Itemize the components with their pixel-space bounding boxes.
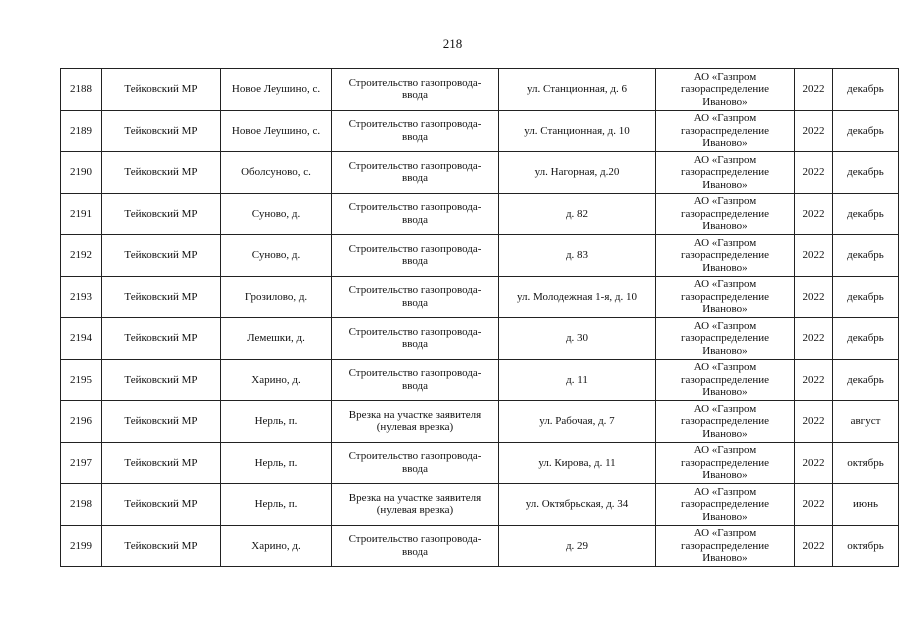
cell-organization-line: Иваново» [702, 261, 748, 274]
cell-locality: Харино, д. [221, 359, 332, 401]
cell-year: 2022 [795, 318, 833, 360]
table-row [61, 318, 899, 360]
cell-organization-line: АО «Газпром [693, 361, 757, 373]
cell-year: 2022 [795, 401, 833, 443]
table-row [61, 276, 899, 318]
cell-organization-line: АО «Газпром [693, 236, 757, 249]
cell-address: ул. Рабочая, д. 7 [499, 401, 656, 443]
cell-year: 2022 [795, 193, 833, 235]
cell-work-type-line: Врезка на участке заявителя [348, 408, 482, 421]
cell-work-type-line: ввода [402, 172, 428, 185]
cell-organization-line: Иваново» [702, 344, 748, 357]
cell-locality: Новое Леушино, с. [221, 69, 332, 111]
cell-organization [656, 525, 795, 567]
cell-address: д. 29 [499, 525, 656, 567]
cell-organization [656, 359, 795, 401]
table-body [61, 69, 899, 567]
cell-work-type [332, 318, 499, 360]
cell-work-type-line: ввода [402, 213, 428, 226]
cell-organization [656, 110, 795, 152]
cell-year: 2022 [795, 235, 833, 277]
cell-organization [656, 318, 795, 360]
cell-address: д. 82 [499, 193, 656, 235]
cell-row-number: 2199 [61, 525, 102, 567]
cell-work-type-line: ввода [402, 379, 428, 392]
cell-organization-line: газораспределение [680, 249, 770, 261]
cell-organization-line: АО «Газпром [693, 319, 757, 332]
cell-month: декабрь [833, 359, 899, 401]
cell-address: д. 83 [499, 235, 656, 277]
table-row [61, 69, 899, 111]
cell-organization [656, 235, 795, 277]
cell-locality: Харино, д. [221, 525, 332, 567]
table-row [61, 359, 899, 401]
cell-organization-line: газораспределение [680, 456, 770, 469]
cell-district: Тейковский МР [102, 525, 221, 567]
cell-district: Тейковский МР [102, 484, 221, 526]
cell-organization [656, 69, 795, 111]
cell-work-type-line: Строительство газопровода- [348, 450, 482, 463]
cell-work-type-line: (нулевая врезка) [376, 421, 454, 434]
cell-district: Тейковский МР [102, 152, 221, 194]
cell-work-type [332, 276, 499, 318]
cell-district: Тейковский МР [102, 359, 221, 401]
cell-district: Тейковский МР [102, 235, 221, 277]
cell-row-number: 2194 [61, 318, 102, 360]
cell-work-type-line: ввода [402, 296, 428, 309]
cell-month: август [833, 401, 899, 443]
cell-work-type [332, 359, 499, 401]
cell-organization-line: АО «Газпром [693, 444, 757, 456]
cell-district: Тейковский МР [102, 193, 221, 235]
cell-organization-line: АО «Газпром [693, 402, 757, 415]
cell-organization [656, 152, 795, 194]
cell-month: декабрь [833, 318, 899, 360]
cell-organization-line: газораспределение [680, 332, 770, 344]
cell-year: 2022 [795, 525, 833, 567]
cell-organization-line: газораспределение [680, 166, 770, 178]
cell-work-type-line: Строительство газопровода- [348, 118, 482, 131]
cell-organization-line: АО «Газпром [693, 195, 757, 207]
cell-address: ул. Станционная, д. 10 [499, 110, 656, 152]
cell-month: июнь [833, 484, 899, 526]
cell-organization-line: Иваново» [702, 469, 748, 481]
cell-work-type-line: ввода [402, 338, 428, 351]
cell-district: Тейковский МР [102, 318, 221, 360]
cell-organization-line: газораспределение [680, 539, 770, 552]
cell-year: 2022 [795, 110, 833, 152]
cell-work-type [332, 484, 499, 526]
cell-year: 2022 [795, 69, 833, 111]
table-row [61, 235, 899, 277]
table-row [61, 401, 899, 443]
cell-organization-line: Иваново» [702, 178, 748, 191]
cell-row-number: 2189 [61, 110, 102, 152]
cell-row-number: 2197 [61, 442, 102, 484]
cell-year: 2022 [795, 359, 833, 401]
cell-locality: Нерль, п. [221, 484, 332, 526]
cell-district: Тейковский МР [102, 442, 221, 484]
cell-locality: Лемешки, д. [221, 318, 332, 360]
cell-work-type [332, 235, 499, 277]
cell-month: декабрь [833, 152, 899, 194]
cell-row-number: 2193 [61, 276, 102, 318]
cell-row-number: 2188 [61, 69, 102, 111]
cell-organization-line: Иваново» [702, 220, 748, 232]
cell-work-type-line: ввода [402, 545, 428, 558]
cell-month: декабрь [833, 110, 899, 152]
cell-organization-line: газораспределение [680, 290, 770, 303]
cell-year: 2022 [795, 484, 833, 526]
cell-year: 2022 [795, 442, 833, 484]
cell-locality: Новое Леушино, с. [221, 110, 332, 152]
cell-organization-line: газораспределение [680, 207, 770, 220]
cell-work-type-line: Строительство газопровода- [348, 367, 482, 380]
cell-organization-line: газораспределение [680, 83, 770, 95]
cell-district: Тейковский МР [102, 276, 221, 318]
cell-address: ул. Кирова, д. 11 [499, 442, 656, 484]
cell-district: Тейковский МР [102, 110, 221, 152]
cell-locality: Суново, д. [221, 235, 332, 277]
table-row [61, 152, 899, 194]
cell-work-type-line: Врезка на участке заявителя [348, 491, 482, 504]
cell-work-type-line: Строительство газопровода- [348, 201, 482, 214]
cell-district: Тейковский МР [102, 69, 221, 111]
cell-month: декабрь [833, 235, 899, 277]
cell-work-type [332, 525, 499, 567]
cell-month: декабрь [833, 193, 899, 235]
cell-locality: Нерль, п. [221, 442, 332, 484]
cell-work-type [332, 193, 499, 235]
cell-organization-line: Иваново» [702, 552, 748, 564]
cell-work-type [332, 69, 499, 111]
cell-organization-line: газораспределение [680, 415, 770, 427]
cell-locality: Грозилово, д. [221, 276, 332, 318]
cell-organization-line: Иваново» [702, 427, 748, 440]
cell-organization [656, 193, 795, 235]
cell-row-number: 2196 [61, 401, 102, 443]
cell-row-number: 2198 [61, 484, 102, 526]
cell-locality: Оболсуново, с. [221, 152, 332, 194]
table-row [61, 525, 899, 567]
cell-work-type-line: ввода [402, 89, 428, 102]
cell-organization-line: Иваново» [702, 95, 748, 108]
cell-organization [656, 484, 795, 526]
cell-work-type [332, 442, 499, 484]
cell-row-number: 2191 [61, 193, 102, 235]
cell-row-number: 2190 [61, 152, 102, 194]
cell-address: ул. Станционная, д. 6 [499, 69, 656, 111]
cell-organization-line: газораспределение [680, 498, 770, 510]
cell-year: 2022 [795, 152, 833, 194]
cell-organization-line: Иваново» [702, 386, 748, 398]
cell-month: октябрь [833, 442, 899, 484]
cell-row-number: 2195 [61, 359, 102, 401]
cell-district: Тейковский МР [102, 401, 221, 443]
cell-organization-line: Иваново» [702, 303, 748, 315]
cell-row-number: 2192 [61, 235, 102, 277]
cell-organization-line: АО «Газпром [693, 527, 757, 539]
cell-work-type [332, 152, 499, 194]
cell-work-type-line: Строительство газопровода- [348, 159, 482, 172]
cell-work-type-line: Строительство газопровода- [348, 242, 482, 255]
cell-work-type [332, 110, 499, 152]
cell-organization [656, 442, 795, 484]
cell-work-type-line: (нулевая врезка) [376, 504, 454, 517]
table-row [61, 110, 899, 152]
cell-work-type-line: Строительство газопровода- [348, 76, 482, 89]
cell-organization-line: АО «Газпром [693, 278, 757, 290]
cell-address: д. 30 [499, 318, 656, 360]
cell-address: д. 11 [499, 359, 656, 401]
cell-work-type-line: ввода [402, 255, 428, 268]
cell-year: 2022 [795, 276, 833, 318]
cell-organization [656, 401, 795, 443]
cell-address: ул. Молодежная 1-я, д. 10 [499, 276, 656, 318]
cell-work-type-line: ввода [402, 462, 428, 475]
cell-organization-line: газораспределение [680, 373, 770, 386]
cell-work-type [332, 401, 499, 443]
cell-locality: Суново, д. [221, 193, 332, 235]
cell-address: ул. Нагорная, д.20 [499, 152, 656, 194]
cell-work-type-line: Строительство газопровода- [348, 533, 482, 546]
gasification-table [60, 68, 899, 567]
cell-work-type-line: Строительство газопровода- [348, 325, 482, 338]
cell-organization [656, 276, 795, 318]
cell-organization-line: АО «Газпром [693, 485, 757, 498]
cell-organization-line: АО «Газпром [693, 153, 757, 166]
page-number: 218 [442, 36, 463, 51]
table-row [61, 484, 899, 526]
cell-work-type-line: ввода [402, 130, 428, 143]
cell-locality: Нерль, п. [221, 401, 332, 443]
cell-organization-line: Иваново» [702, 510, 748, 523]
cell-month: декабрь [833, 276, 899, 318]
cell-month: декабрь [833, 69, 899, 111]
cell-work-type-line: Строительство газопровода- [348, 284, 482, 297]
table-row [61, 193, 899, 235]
cell-address: ул. Октябрьская, д. 34 [499, 484, 656, 526]
cell-organization-line: Иваново» [702, 137, 748, 149]
cell-organization-line: АО «Газпром [693, 70, 757, 83]
cell-month: октябрь [833, 525, 899, 567]
cell-organization-line: газораспределение [680, 124, 770, 137]
table-row [61, 442, 899, 484]
cell-organization-line: АО «Газпром [693, 112, 757, 124]
